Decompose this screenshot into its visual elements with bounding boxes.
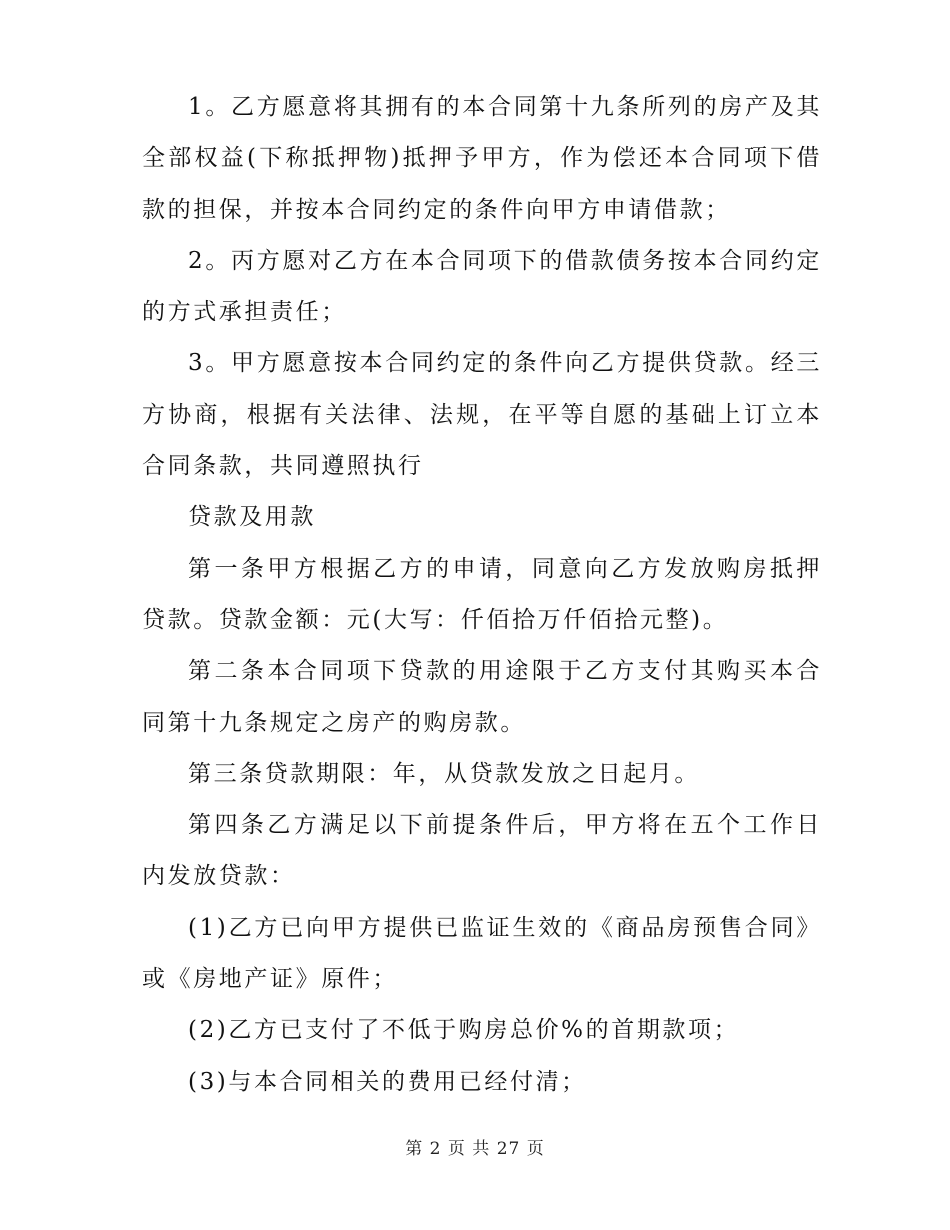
article-1: 第一条甲方根据乙方的申请，同意向乙方发放购房抵押贷款。贷款金额：元(大写：仟佰拾万仟佰拾元整)。 — [142, 555, 822, 633]
condition-1: (1)乙方已向甲方提供已监证生效的《商品房预售合同》或《房地产证》原件； — [142, 914, 822, 993]
condition-3: (3)与本合同相关的费用已经付清； — [188, 1068, 587, 1095]
section-heading-loan-and-use: 贷款及用款 — [188, 504, 316, 531]
article-2: 第二条本合同项下贷款的用途限于乙方支付其购买本合同第十九条规定之房产的购房款。 — [142, 658, 822, 736]
paragraph-3: 3。甲方愿意按本合同约定的条件向乙方提供贷款。经三方协商，根据有关法律、法规，在平等自愿的基础上订立本合同条款，共同遵照执行 — [142, 350, 822, 480]
document-body — [142, 82, 822, 1108]
condition-2: (2)乙方已支付了不低于购房总价%的首期款项； — [188, 1017, 740, 1044]
paragraph-2: 2。丙方愿对乙方在本合同项下的借款债务按本合同约定的方式承担责任； — [142, 247, 822, 326]
article-4: 第四条乙方满足以下前提条件后，甲方将在五个工作日内发放贷款： — [142, 812, 822, 890]
paragraph-1: 1。乙方愿意将其拥有的本合同第十九条所列的房产及其全部权益(下称抵押物)抵押予甲方，作为偿还本合同项下借款的担保，并按本合同约定的条件向甲方申请借款； — [142, 94, 822, 223]
article-3: 第三条贷款期限：年，从贷款发放之日起月。 — [188, 760, 700, 787]
page-number-footer: 第 2 页 共 27 页 — [405, 1139, 545, 1159]
